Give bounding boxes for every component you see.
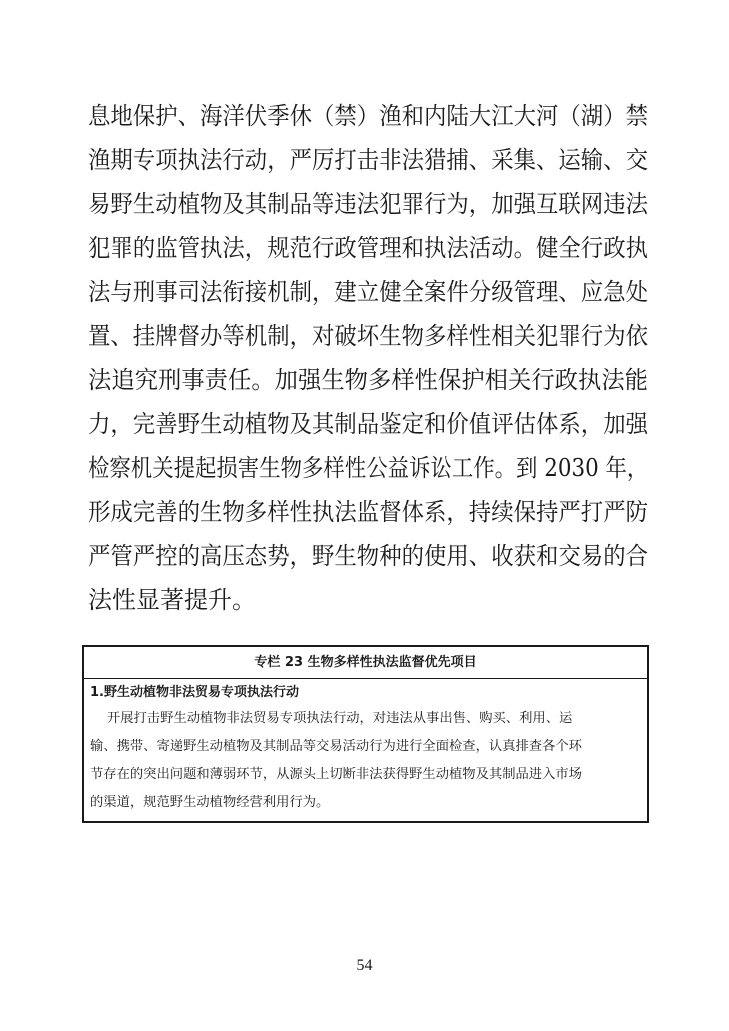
body-line: 力，完善野生动植物及其制品鉴定和价值评估体系，加强 xyxy=(88,410,648,438)
body-line: 形成完善的生物多样性执法监督体系，持续保持严打严防 xyxy=(88,498,648,526)
page-number: 54 xyxy=(356,957,373,974)
box-body-line: 开展打击野生动植物非法贸易专项执法行动，对违法从事出售、购买、利用、运 xyxy=(90,711,573,726)
body-line: 严管严控的高压态势，野生物种的使用、收获和交易的合 xyxy=(88,542,648,570)
body-line: 法与刑事司法衔接机制，建立健全案件分级管理、应急处 xyxy=(88,278,648,306)
box-body-line: 的渠道，规范野生动植物经营利用行为。 xyxy=(90,795,330,810)
box-body-line: 输、携带、寄递野生动植物及其制品等交易活动行为进行全面检查，认真排查各个环 xyxy=(90,739,582,754)
body-line: 法追究刑事责任。加强生物多样性保护相关行政执法能 xyxy=(88,366,648,394)
body-line: 置、挂牌督办等机制，对破坏生物多样性相关犯罪行为依 xyxy=(88,322,648,350)
box-body-line: 节存在的突出问题和薄弱环节，从源头上切断非法获得野生动植物及其制品进入市场 xyxy=(90,767,582,782)
body-line: 息地保护、海洋伏季休（禁）渔和内陆大江大河（湖）禁 xyxy=(88,102,648,130)
body-line: 法性显著提升。 xyxy=(88,586,256,614)
box-title: 专栏 23 生物多样性执法监督优先项目 xyxy=(84,647,647,679)
feature-box xyxy=(82,645,649,823)
body-line: 易野生动植物及其制品等违法犯罪行为，加强互联网违法 xyxy=(88,190,648,218)
body-line: 检察机关提起损害生物多样性公益诉讼工作。到 2030 年， xyxy=(88,454,649,482)
body-line: 犯罪的监管执法，规范行政管理和执法活动。健全行政执 xyxy=(88,234,648,262)
box-subtitle: 1.野生动植物非法贸易专项执法行动 xyxy=(90,685,299,700)
body-line: 渔期专项执法行动，严厉打击非法猎捕、采集、运输、交 xyxy=(88,146,648,174)
